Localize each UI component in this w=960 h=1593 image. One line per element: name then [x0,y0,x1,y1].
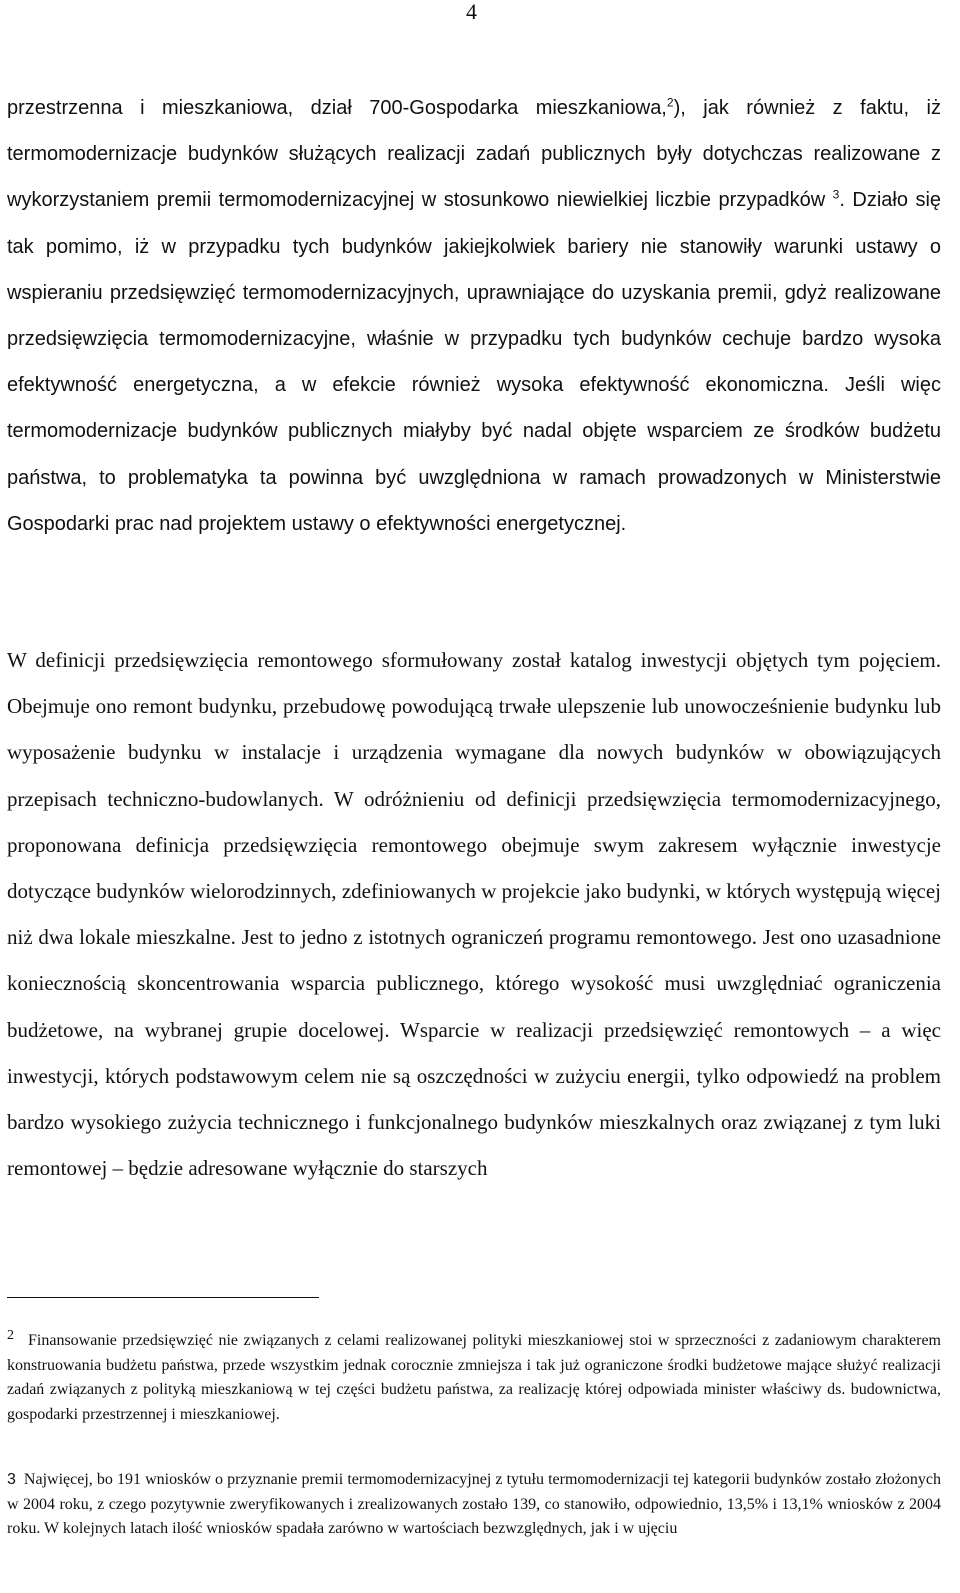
footnote-3 [7,1468,941,1542]
footnote-2-number: 2 [7,1327,14,1343]
footnote-ref-3[interactable]: 3 [832,187,840,202]
body-paragraph-2: W definicji przedsięwzięcia remontowego sformułowany został katalog inwestycji objętych tym pojęciem. Obejmuje ono remont budynku, przebudowę powodującą trwałe ulepszenie lub unowocześnienie budynku lub wyposażenie budynku w instalacje i urządzenia wymagane dla nowych budynków w obowiązujących przepisach techniczno-budowlanych. W odróżnieniu od definicji przedsięwzięcia termomodernizacyjnego, proponowana definicja przedsięwzięcia remontowego obejmuje swym zakresem wyłącznie inwestycje dotyczące budynków wielorodzinnych, zdefiniowanych w projekcie jako budynki, w których występują więcej niż dwa lokale mieszkalne. Jest to jedno z istotnych ograniczeń programu remontowego. Jest ono uzasadnione koniecznością skoncentrowania wsparcia publicznego, którego wysokość musi uwzględniać ograniczenia budżetowe, na wybranej grupie docelowej. Wsparcie w realizacji przedsięwzięć remontowych – a więc inwestycji, których podstawowym celem nie są oszczędności w zużyciu energii, tylko odpowiedź na problem bardzo wysokiego zużycia technicznego i funkcjonalnego budynków mieszkalnych oraz związanej z tym luki remontowej – będzie adresowane wyłącznie do starszych [7,648,941,1181]
footnote-2 [7,1329,941,1427]
body-paragraph-1 [7,85,941,547]
paragraph-1-text-b: ), jak również z faktu, iż termomodernizacje budynków służących realizacji zadań publicznych były dotychczas realizowane z wykorzystaniem premii termomodernizacyjnej w stosunkowo niewielkiej liczbie przypadków [7,97,941,212]
paragraph-1-text-c: . Działo się tak pomimo, iż w przypadku tych budynków jakiejkolwiek bariery nie stanowiły warunki ustawy o wspieraniu przedsięwzięć termomodernizacyjnych, uprawniające do uzyskania premii, gdyż realizowane przedsięwzięcia termomodernizacyjne, właśnie w przypadku tych budynków cechuje bardzo wysoka efektywność energetyczna, a w efekcie również wysoka efektywność ekonomiczna. Jeśli więc termomodernizacje budynków publicznych miałyby być nadal objęte wsparciem ze środków budżetu państwa, to problematyka ta powinna być uwzględniona w ramach prowadzonych w Ministerstwie Gospodarki prac nad projektem ustawy o efektywności energetycznej. [7,189,942,535]
footnote-2-text: Finansowanie przedsięwzięć nie związanych z celami realizowanej polityki mieszkaniowej stoi w sprzeczności z zadaniowym charakterem konstruowania budżetu państwa, przede wszystkim jednak corocznie zmniejsza i tak już ograniczone środki budżetowe mające służyć realizacji zadań związanych z polityką mieszkaniową w tej części budżetu państwa, za realizację której odpowiada minister właściwy ds. budownictwa, gospodarki przestrzennej i mieszkaniowej. [7,1332,941,1423]
paragraph-1-text-a: przestrzenna i mieszkaniowa, dział 700-Gospodarka mieszkaniowa, [7,97,667,119]
footnote-ref-2[interactable]: 2 [666,95,674,110]
page-number: 4 [466,0,477,24]
footnote-separator [7,1297,319,1298]
footnote-3-number: 3 [7,1471,16,1488]
footnote-3-text: Najwięcej, bo 191 wniosków o przyznanie premii termomodernizacyjnej z tytułu termomodernizacji tej kategorii budynków zostało złożonych w 2004 roku, z czego pozytywnie zweryfikowanych i zrealizowanych zostało 139, co stanowiło, odpowiednio, 13,5% i 13,1% wniosków z 2004 roku. W kolejnych latach ilość wniosków spadała zarówno w wartościach bezwzględnych, jak i w ujęciu [7,1471,941,1537]
